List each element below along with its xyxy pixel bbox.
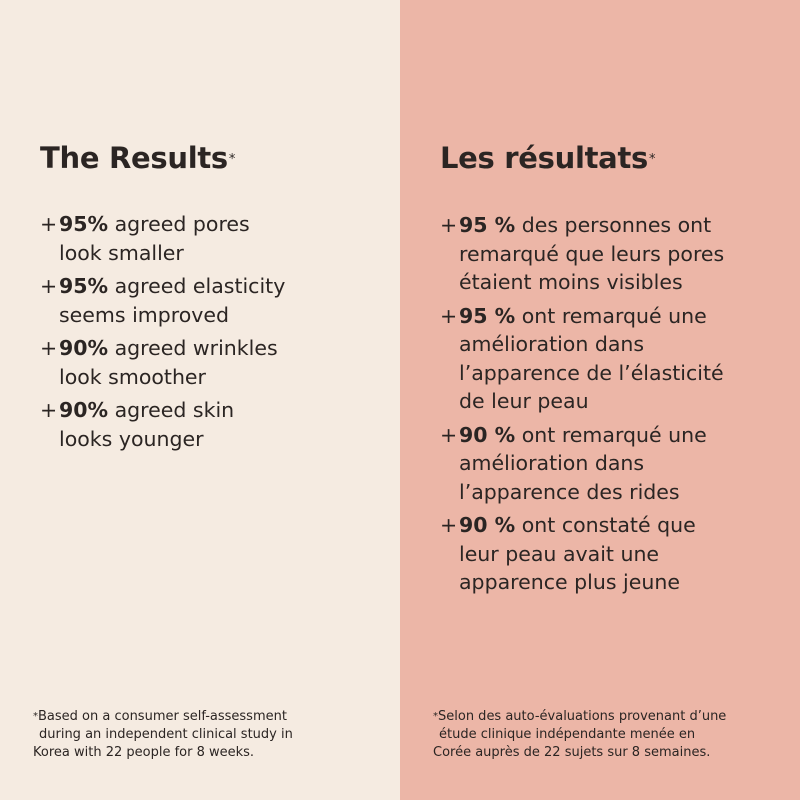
bullet-plus: + [440, 213, 458, 237]
footnote-asterisk: * [433, 711, 438, 722]
english-title-asterisk: * [228, 152, 236, 167]
stat-value: 90 % [459, 422, 516, 447]
footnote-line: Selon des auto-évaluations provenant d’une [438, 709, 727, 724]
french-results-list [440, 211, 724, 602]
bullet-plus: + [440, 303, 458, 328]
footnote-line: étude clinique indépendante menée en [439, 727, 696, 742]
item-text: seems improved [59, 302, 230, 327]
stat-value: 90 % [459, 513, 516, 537]
list-item [440, 421, 724, 507]
item-text: amélioration dans [459, 451, 645, 475]
bullet-plus: + [40, 274, 58, 298]
item-text: agreed elasticity [108, 274, 286, 298]
item-text: look smoother [59, 364, 206, 389]
item-text: remarqué que leurs pores [459, 241, 725, 266]
french-title [440, 140, 655, 176]
english-title-text: The Results [40, 141, 228, 175]
item-text: étaient moins visibles [459, 270, 683, 294]
footnote-asterisk: * [33, 711, 38, 722]
stat-value: 90% [59, 398, 109, 422]
footnote-line: Korea with 22 people for 8 weeks. [33, 745, 255, 760]
list-item [440, 511, 724, 597]
item-text: agreed wrinkles [108, 336, 278, 360]
bullet-plus: + [440, 513, 458, 537]
stat-value: 95% [59, 212, 109, 236]
bullet-plus: + [40, 398, 58, 422]
item-text: de leur peau [459, 389, 589, 413]
item-text: agreed pores [108, 212, 250, 236]
item-text: leur peau avait une [459, 541, 660, 566]
bullet-plus: + [40, 336, 58, 360]
bullet-plus: + [440, 422, 458, 447]
item-text: ont remarqué une [515, 422, 707, 447]
english-title [40, 140, 235, 176]
french-title-asterisk: * [648, 152, 656, 167]
item-text: l’apparence des rides [459, 479, 680, 504]
item-text: look smaller [59, 240, 184, 265]
list-item [440, 302, 724, 416]
list-item [440, 211, 724, 297]
footnote-line: Based on a consumer self-assessment [38, 709, 287, 724]
item-text: ont constaté que [515, 513, 696, 537]
item-text: amélioration dans [459, 332, 645, 356]
item-text: l’apparence de l’élasticité [459, 360, 724, 385]
item-text: looks younger [59, 426, 204, 451]
french-title-text: Les résultats [440, 141, 648, 175]
list-item [40, 272, 285, 329]
stat-value: 95 % [459, 213, 516, 237]
stat-value: 95 % [459, 303, 516, 328]
french-footnote [433, 708, 726, 762]
footnote-line: during an independent clinical study in [39, 727, 293, 742]
item-text: ont remarqué une [515, 303, 707, 328]
stat-value: 90% [59, 336, 109, 360]
item-text: des personnes ont [515, 213, 712, 237]
item-text: agreed skin [108, 398, 235, 422]
stat-value: 95% [59, 274, 109, 298]
english-footnote [33, 708, 293, 762]
french-panel [400, 0, 800, 800]
list-item [40, 334, 285, 391]
item-text: apparence plus jeune [459, 570, 680, 594]
footnote-line: Corée auprès de 22 sujets sur 8 semaines. [433, 745, 711, 760]
bullet-plus: + [40, 212, 58, 236]
english-results-list [40, 210, 285, 458]
list-item [40, 210, 285, 267]
list-item [40, 396, 285, 453]
